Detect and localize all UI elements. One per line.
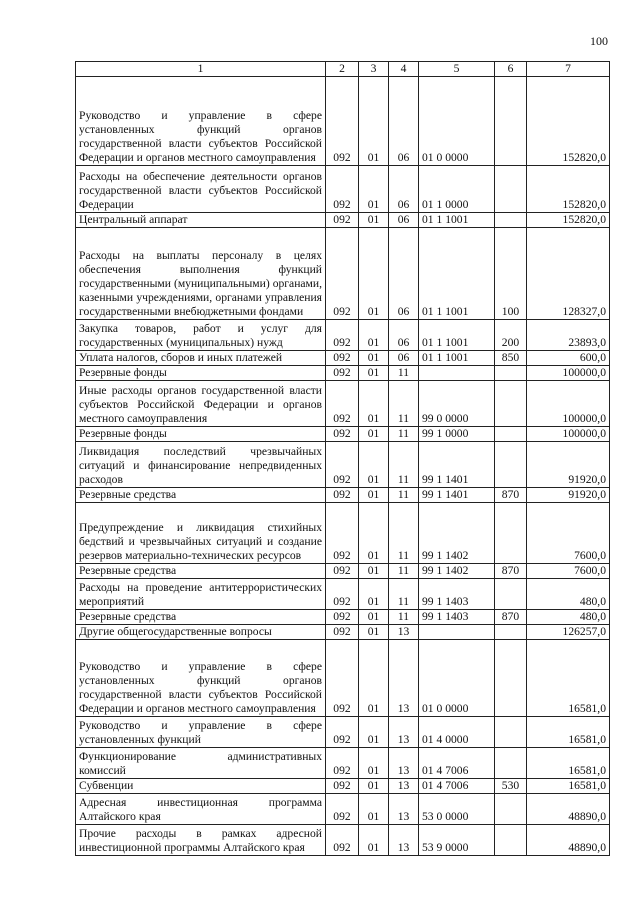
row-sum: 480,0 — [527, 610, 610, 625]
row-rz: 01 — [359, 610, 389, 625]
row-name: Адресная инвестиционная программа Алтайского края — [76, 794, 326, 825]
row-rz: 01 — [359, 213, 389, 228]
table-row — [76, 794, 610, 825]
row-pr: 13 — [389, 625, 419, 640]
table-row — [76, 228, 610, 320]
table-row — [76, 825, 610, 856]
table-row — [76, 717, 610, 748]
row-name: Предупреждение и ликвидация стихийных бедствий и чрезвычайных ситуаций и создание резервов материально-технических ресурсов — [76, 503, 326, 564]
row-rz: 01 — [359, 77, 389, 166]
row-name: Центральный аппарат — [76, 213, 326, 228]
row-pr: 13 — [389, 825, 419, 856]
row-rz: 01 — [359, 579, 389, 610]
table-row — [76, 579, 610, 610]
row-pr: 11 — [389, 564, 419, 579]
row-rz: 01 — [359, 503, 389, 564]
row-sum: 100000,0 — [527, 381, 610, 427]
row-target-article: 99 1 1402 — [419, 564, 495, 579]
row-ved: 092 — [326, 779, 359, 794]
row-ved: 092 — [326, 579, 359, 610]
row-rz: 01 — [359, 442, 389, 488]
row-sum: 91920,0 — [527, 488, 610, 503]
table-row — [76, 488, 610, 503]
row-target-article: 01 4 7006 — [419, 748, 495, 779]
table-row — [76, 748, 610, 779]
header-cell-6: 6 — [495, 62, 527, 77]
row-ved: 092 — [326, 351, 359, 366]
row-sum: 152820,0 — [527, 166, 610, 213]
row-name: Руководство и управление в сфере установленных функций органов государственной власти субъектов Российской Федерации и органов местного самоуправления — [76, 77, 326, 166]
row-name: Руководство и управление в сфере установленных функций — [76, 717, 326, 748]
row-target-article: 99 1 1401 — [419, 488, 495, 503]
row-ved: 092 — [326, 794, 359, 825]
row-target-article: 01 1 1001 — [419, 320, 495, 351]
row-target-article — [419, 625, 495, 640]
row-ved: 092 — [326, 442, 359, 488]
row-ved: 092 — [326, 427, 359, 442]
header-cell-7: 7 — [527, 62, 610, 77]
row-pr: 06 — [389, 351, 419, 366]
row-pr: 13 — [389, 794, 419, 825]
row-name: Руководство и управление в сфере установленных функций органов государственной власти субъектов Российской Федерации и органов местного самоуправления — [76, 640, 326, 717]
row-sum: 23893,0 — [527, 320, 610, 351]
header-cell-1: 1 — [76, 62, 326, 77]
row-expense-type — [495, 579, 527, 610]
row-expense-type — [495, 748, 527, 779]
row-rz: 01 — [359, 320, 389, 351]
row-rz: 01 — [359, 564, 389, 579]
row-pr: 11 — [389, 427, 419, 442]
row-rz: 01 — [359, 366, 389, 381]
row-expense-type — [495, 381, 527, 427]
row-rz: 01 — [359, 625, 389, 640]
row-sum: 128327,0 — [527, 228, 610, 320]
row-pr: 06 — [389, 320, 419, 351]
header-row — [76, 62, 610, 77]
row-name: Расходы на обеспечение деятельности органов государственной власти субъектов Российской Федерации — [76, 166, 326, 213]
row-rz: 01 — [359, 351, 389, 366]
table-row — [76, 320, 610, 351]
table-row — [76, 366, 610, 381]
row-name: Ликвидация последствий чрезвычайных ситуаций и финансирование непредвиденных расходов — [76, 442, 326, 488]
row-pr: 13 — [389, 748, 419, 779]
row-sum: 16581,0 — [527, 717, 610, 748]
row-expense-type — [495, 213, 527, 228]
row-name: Субвенции — [76, 779, 326, 794]
row-expense-type: 870 — [495, 488, 527, 503]
row-ved: 092 — [326, 640, 359, 717]
row-target-article: 99 1 1403 — [419, 579, 495, 610]
row-ved: 092 — [326, 366, 359, 381]
row-target-article: 01 1 0000 — [419, 166, 495, 213]
row-rz: 01 — [359, 717, 389, 748]
row-pr: 11 — [389, 579, 419, 610]
row-pr: 06 — [389, 228, 419, 320]
table-row — [76, 166, 610, 213]
row-expense-type: 530 — [495, 779, 527, 794]
row-name: Другие общегосударственные вопросы — [76, 625, 326, 640]
row-sum: 91920,0 — [527, 442, 610, 488]
row-expense-type: 870 — [495, 610, 527, 625]
row-sum: 152820,0 — [527, 77, 610, 166]
row-target-article: 01 1 1001 — [419, 228, 495, 320]
row-sum: 16581,0 — [527, 748, 610, 779]
row-target-article: 01 4 7006 — [419, 779, 495, 794]
row-name: Резервные средства — [76, 610, 326, 625]
row-expense-type — [495, 625, 527, 640]
row-rz: 01 — [359, 381, 389, 427]
row-pr: 11 — [389, 610, 419, 625]
row-name: Функционирование административных комиссий — [76, 748, 326, 779]
row-sum: 48890,0 — [527, 794, 610, 825]
row-rz: 01 — [359, 640, 389, 717]
row-ved: 092 — [326, 564, 359, 579]
row-name: Расходы на выплаты персоналу в целях обеспечения выполнения функций государственными (муниципальными) органами, казенными учреждениями, органами управления государственными внебюджетными фондами — [76, 228, 326, 320]
row-target-article: 01 1 1001 — [419, 213, 495, 228]
row-sum: 16581,0 — [527, 779, 610, 794]
row-ved: 092 — [326, 748, 359, 779]
row-name: Резервные фонды — [76, 366, 326, 381]
row-expense-type — [495, 640, 527, 717]
budget-table — [75, 61, 610, 856]
row-sum: 126257,0 — [527, 625, 610, 640]
header-cell-2: 2 — [326, 62, 359, 77]
row-pr: 13 — [389, 779, 419, 794]
row-expense-type: 870 — [495, 564, 527, 579]
header-cell-3: 3 — [359, 62, 389, 77]
row-sum: 100000,0 — [527, 427, 610, 442]
row-target-article: 01 4 0000 — [419, 717, 495, 748]
row-ved: 092 — [326, 166, 359, 213]
row-expense-type — [495, 717, 527, 748]
row-target-article: 01 0 0000 — [419, 77, 495, 166]
table-row — [76, 77, 610, 166]
row-expense-type: 200 — [495, 320, 527, 351]
row-pr: 11 — [389, 442, 419, 488]
row-rz: 01 — [359, 427, 389, 442]
row-ved: 092 — [326, 77, 359, 166]
table-row — [76, 503, 610, 564]
row-ved: 092 — [326, 625, 359, 640]
row-pr: 13 — [389, 717, 419, 748]
row-name: Прочие расходы в рамках адресной инвестиционной программы Алтайского края — [76, 825, 326, 856]
table-row — [76, 213, 610, 228]
row-target-article: 99 1 1402 — [419, 503, 495, 564]
row-expense-type — [495, 366, 527, 381]
row-name: Резервные средства — [76, 488, 326, 503]
row-expense-type — [495, 442, 527, 488]
row-rz: 01 — [359, 748, 389, 779]
row-name: Резервные средства — [76, 564, 326, 579]
row-pr: 11 — [389, 488, 419, 503]
table-row — [76, 564, 610, 579]
row-name: Иные расходы органов государственной власти субъектов Российской Федерации и органов местного самоуправления — [76, 381, 326, 427]
row-target-article: 01 0 0000 — [419, 640, 495, 717]
header-cell-5: 5 — [419, 62, 495, 77]
table-row — [76, 351, 610, 366]
row-sum: 600,0 — [527, 351, 610, 366]
row-expense-type — [495, 794, 527, 825]
row-rz: 01 — [359, 488, 389, 503]
table-row — [76, 610, 610, 625]
row-ved: 092 — [326, 503, 359, 564]
row-expense-type — [495, 427, 527, 442]
row-pr: 13 — [389, 640, 419, 717]
row-ved: 092 — [326, 610, 359, 625]
row-expense-type — [495, 77, 527, 166]
row-sum: 48890,0 — [527, 825, 610, 856]
row-ved: 092 — [326, 825, 359, 856]
row-name: Резервные фонды — [76, 427, 326, 442]
row-target-article: 99 1 0000 — [419, 427, 495, 442]
row-rz: 01 — [359, 779, 389, 794]
page-number: 100 — [590, 34, 608, 48]
table-row — [76, 381, 610, 427]
row-sum: 100000,0 — [527, 366, 610, 381]
row-name: Закупка товаров, работ и услуг для государственных (муниципальных) нужд — [76, 320, 326, 351]
row-target-article: 53 9 0000 — [419, 825, 495, 856]
row-ved: 092 — [326, 213, 359, 228]
row-sum: 7600,0 — [527, 503, 610, 564]
row-target-article: 53 0 0000 — [419, 794, 495, 825]
row-expense-type — [495, 825, 527, 856]
row-sum: 7600,0 — [527, 564, 610, 579]
row-target-article: 99 0 0000 — [419, 381, 495, 427]
row-name: Расходы на проведение антитеррористических мероприятий — [76, 579, 326, 610]
table-row — [76, 779, 610, 794]
header-cell-4: 4 — [389, 62, 419, 77]
table-row — [76, 442, 610, 488]
row-expense-type — [495, 503, 527, 564]
row-ved: 092 — [326, 717, 359, 748]
row-expense-type: 850 — [495, 351, 527, 366]
row-ved: 092 — [326, 381, 359, 427]
row-ved: 092 — [326, 228, 359, 320]
table-row — [76, 640, 610, 717]
row-target-article — [419, 366, 495, 381]
row-pr: 06 — [389, 166, 419, 213]
row-expense-type — [495, 166, 527, 213]
row-target-article: 99 1 1403 — [419, 610, 495, 625]
row-target-article: 99 1 1401 — [419, 442, 495, 488]
row-ved: 092 — [326, 320, 359, 351]
row-rz: 01 — [359, 825, 389, 856]
row-sum: 16581,0 — [527, 640, 610, 717]
table-row — [76, 427, 610, 442]
row-pr: 11 — [389, 381, 419, 427]
row-pr: 06 — [389, 213, 419, 228]
row-name: Уплата налогов, сборов и иных платежей — [76, 351, 326, 366]
row-target-article: 01 1 1001 — [419, 351, 495, 366]
row-ved: 092 — [326, 488, 359, 503]
row-pr: 11 — [389, 503, 419, 564]
row-sum: 480,0 — [527, 579, 610, 610]
row-pr: 11 — [389, 366, 419, 381]
row-rz: 01 — [359, 794, 389, 825]
row-sum: 152820,0 — [527, 213, 610, 228]
row-pr: 06 — [389, 77, 419, 166]
row-rz: 01 — [359, 228, 389, 320]
table-row — [76, 625, 610, 640]
row-rz: 01 — [359, 166, 389, 213]
row-expense-type: 100 — [495, 228, 527, 320]
